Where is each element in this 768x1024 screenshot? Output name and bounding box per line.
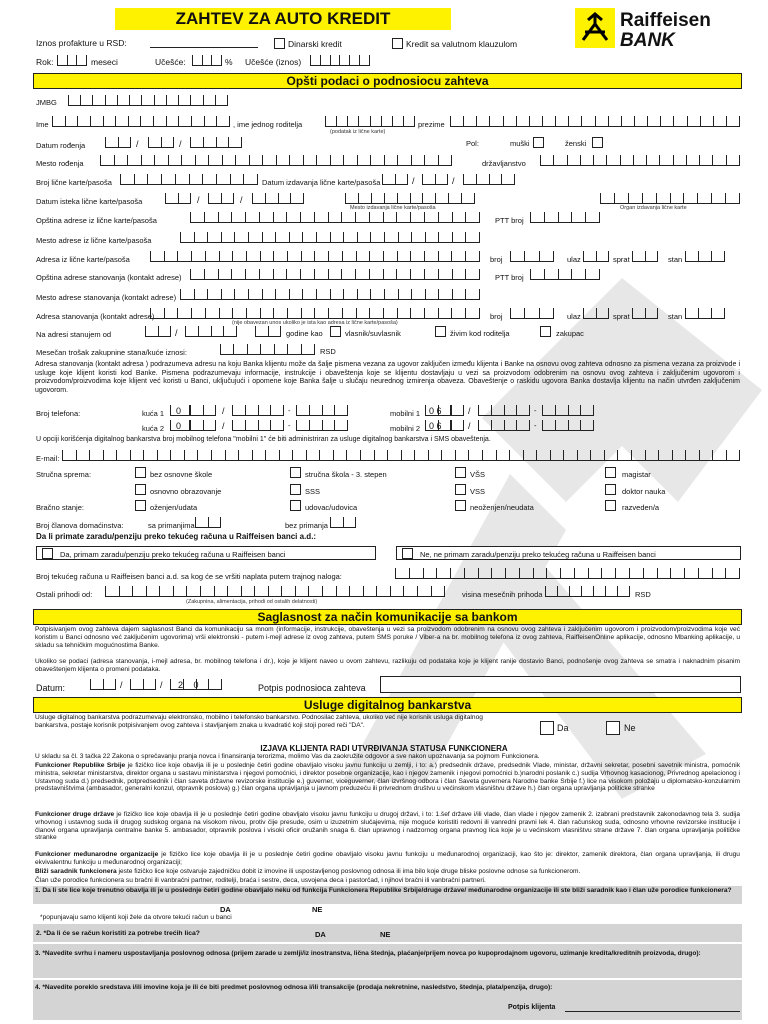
sss-checkbox[interactable]	[290, 484, 301, 495]
digital-da-label: Da	[557, 723, 569, 733]
prezime-input[interactable]	[450, 116, 740, 127]
broj-lk-adr-input[interactable]	[510, 251, 554, 262]
drzavljanstvo-input[interactable]	[540, 155, 740, 166]
sa-primanjima-input[interactable]	[195, 517, 221, 528]
racun-input[interactable]	[395, 568, 740, 579]
bez-skole-checkbox[interactable]	[135, 467, 146, 478]
izjava-title: IZJAVA KLIJENTA RADI UTVRĐIVANJA STATUSA FUNKCIONERA	[260, 744, 508, 753]
digital-da-checkbox[interactable]	[540, 721, 554, 735]
sprat-lk-label: sprat	[613, 255, 630, 264]
valutni-label: Kredit sa valutnom klauzulom	[406, 39, 518, 49]
ulaz-st-label: ulaz	[567, 312, 581, 321]
digital-ne-label: Ne	[624, 723, 636, 733]
mesto-rodjenja-input[interactable]	[100, 155, 452, 166]
trosak-label: Mesečan trošak zakupnine stana/kuće iznosi:	[36, 348, 187, 357]
mobilni1-broj-a[interactable]	[478, 405, 530, 416]
q1-note: *popunjavaju samo klijenti koji žele da otvore tekući račun u banci	[40, 914, 232, 921]
osnovno-checkbox[interactable]	[135, 484, 146, 495]
broj-st-label: broj	[490, 312, 503, 321]
kuca1-prefix-2[interactable]	[190, 405, 216, 416]
udovac-label: udovac/udovica	[305, 503, 358, 512]
kontakt-adresa-text: Adresa stanovanja (kontakt adresa ) podrazumeva adresu na koju Banka klijentu može da šalje pismena vezana za ugovor zaključen između klijenta i Banke na osnovu ovog zahteva odnosno za pismena vezana za proizvode i usluge koje klijent koristi kod Banke. Pismena podrazumevaju informacije, instrukcije i obaveštenja koje se klijentu dostavljaju u vezi sa proizvodom odobrenim na osnovu ovog zahteva i zaključenim ugovorom i proizvodom/proizvodima koje klijent već koristi u Banci, uključujući i opomene koje Banka šalje u slučaju neurednog izmirenja obaveza. Obaveštenje o raskidu ugovora Banka dostavlja klijentu na način utvrđen zaključenim ugovorom.	[35, 361, 740, 394]
digital-ne-checkbox[interactable]	[606, 721, 620, 735]
muski-label: muški	[510, 139, 530, 148]
adresa-st-label: Adresa stanovanja (kontakt adrese)	[36, 312, 155, 321]
neozenjen-label: neoženjen/neudata	[470, 503, 534, 512]
strucna-label: Stručna sprema:	[36, 470, 92, 479]
sprat-st-label: sprat	[613, 312, 630, 321]
q1-ne[interactable]: NE	[312, 905, 323, 914]
opstina-st-label: Opština adrese stanovanja (kontakt adrese)	[36, 273, 182, 282]
dinarski-checkbox[interactable]	[274, 38, 285, 49]
ozenjen-checkbox[interactable]	[135, 500, 146, 511]
ucesce-label: Učešće:	[155, 57, 186, 67]
broj-lk-label: Broj lične karte/pasoša	[36, 178, 112, 187]
iznos-label: Iznos profakture u RSD:	[36, 38, 127, 48]
ime-roditelja-input[interactable]	[325, 116, 415, 127]
na-adresi-godina[interactable]	[185, 326, 237, 337]
ne-prima-label: Ne, ne primam zaradu/penziju preko tekućeg računa u Raiffeisen banci	[420, 550, 656, 559]
datum-ist-mesec[interactable]	[208, 193, 234, 204]
mesto-lk-label: Mesto adrese iz lične karte/pasoša	[36, 236, 152, 245]
valutni-checkbox[interactable]	[392, 38, 403, 49]
kuca1-broj-a[interactable]	[232, 405, 284, 416]
section-opsti-podaci: Opšti podaci o podnosiocu zahteva	[33, 73, 742, 89]
zivim-checkbox[interactable]	[435, 326, 446, 337]
datum-izd-godina[interactable]	[463, 174, 515, 185]
organ-note: Organ izdavanja lične karte	[620, 205, 687, 211]
q2-text: 2. *Da li će se račun koristiti za potrebe trećih lica?	[36, 930, 200, 937]
nije-obavezan-note: (nije obavezan unos ukoliko je ista kao adresa iz lične karte/pasoša)	[232, 320, 398, 326]
razveden-label: razveden/a	[622, 503, 660, 512]
razveden-checkbox[interactable]	[605, 500, 616, 511]
email-label: E-mail:	[36, 454, 60, 463]
iznos-input[interactable]	[150, 47, 258, 48]
q4-text: 4. *Navedite poreklo sredstava i/ili imovine koja je ili će biti predmet poslovnog odnosa i/ili transakcije (prodaja nekretnine, nasledstvo, štednja, plata/penzija, drugo):	[35, 984, 553, 991]
mesto-st-label: Mesto adrese stanovanja (kontakt adrese)	[36, 293, 177, 302]
izjava-funkcioner-rs: Funkcioner Republike Srbije je fizičko lice koje obavlja ili je u poslednje četiri godine obavljalo visoku javnu funkciju u zemlji, i to: a.) predsednik države, predsednik Vlade, ministar, državni sekretar, posebni savetnik ministra, pomoćnik ministra, sekretar ministarstva, direktor organa u sastavu ministarstva i njegovi pomoćnici, i direktor posebne organizacije, kao i njegov zamenik i njegovi pomoćnici b.)narodni poslanik c.) sudija Vrhovnog kasacionog, Privrednog apelacionog i Ustavnog suda d.) predsednik, potpredsednik i član saveta državne revizorske institucije e.) guverner, viceguverner, član izvršnog odbora i član Saveta guvernera Narodne banke Srbije f.) lice na visokom položaju u diplomatsko-konzularnim predstavništvima (ambasador, generalni konzul, otpravnik poslova) g.) član organa upravljanja u javnom preduzeću ili privrednom društvu u većinskom vlasništvu države h.) član organa upravljanja politicke stranke	[35, 762, 740, 793]
rok-input[interactable]	[57, 55, 87, 66]
bank-subname: BANK	[620, 30, 675, 51]
ss3-label: stručna škola - 3. stepen	[305, 470, 387, 479]
osnovno-label: osnovno obrazovanje	[150, 487, 222, 496]
stan-st-input[interactable]	[685, 308, 725, 319]
pct-label: %	[225, 57, 233, 67]
zenski-label: ženski	[565, 139, 587, 148]
datum-ist-dan[interactable]	[165, 193, 191, 204]
vss2-checkbox[interactable]	[455, 484, 466, 495]
vss-checkbox[interactable]	[455, 467, 466, 478]
izjava-funkcioner-druge: Funkcioner druge države je fizičko lice koje obavlja ili je u poslednje četiri godine obavljalo visoku javnu funkciju u drugoj državi, i to: 1.šef države i/ili vlade, član vlade i njegov zamenik 2. izabrani predstavnik zakonodavnog tela 3. sudija vrhovnog i ustavnog suda ili drugog sudskog organa na visokom nivou, protiv čije presude, osim u izuzetnim slučajevima, nije moguće koristiti redovni ili vanredni pravni lek 4. član računskog suda, odnosno vrhovne revizorske institucije i članovi organa upravljanja centralne banke 5. ambasador, otpravnik poslova i visoki oficir oružanih snaga 6. član upravnog i nadzornog organa pravnog lica koje je u većinskom vlasništvu strane države 7. član organa upravljanja političke stranke	[35, 811, 740, 842]
vlasnik-checkbox[interactable]	[330, 326, 341, 337]
ucesce-iznos-input[interactable]	[310, 55, 370, 66]
kuca2-broj-b[interactable]	[296, 420, 348, 431]
izjava-clan: Član uže porodice funkcionera su bračni ili vanbračni partner, roditelji, braća i sestre, deca, usvojena deca i pastorčad, i njihovi bračni ili vanbračni partneri.	[35, 877, 486, 884]
broj-lk-adr-label: broj	[490, 255, 503, 264]
muski-checkbox[interactable]	[533, 137, 544, 148]
year-prefix: 2 0	[178, 680, 203, 690]
ne-prima-checkbox[interactable]	[402, 548, 413, 559]
digital-text: Usluge digitalnog bankarstva podrazumevaju elektronsko, mobilno i telefonsko bankarstvo. Podnosilac zahteva, ukoliko već nije korisnik usluga digitalnog bankarstva, postaje korisnik potpisivanjem ovog zahteva i stavljanjem znaka u kvadratić koji stoji pored reči "DA".	[35, 714, 483, 729]
kuca2-prefix-2[interactable]	[190, 420, 216, 431]
ulaz-lk-label: ulaz	[567, 255, 581, 264]
saglasnost-text-1: Potpisivanjem ovog zahteva dajem saglasnost Banci da komunikaciju sa mnom (informacije, instrukcije, obaveštenja u vezi sa proizvodom odobrenim na osnovu ovog zahteva i zaključenim ugovorom i proizvodom/proizvodima koje već koristim u Banci odnosno već zaključenim ugovorima) vrši elektronski - putem i-mejl adrese iz ovog zahteva, putem SMS poruke / Viber-a na br. mobilnog telefona iz ovog zahteva, RaiffeisenOnline aplikacije, odnosno Mbanking aplikacije, u skladu sa tehničkim mogućnostima Banke.	[35, 626, 740, 649]
sag-datum-dan[interactable]	[90, 679, 116, 690]
doktor-label: doktor nauka	[622, 487, 666, 496]
sprat-lk-input[interactable]	[632, 251, 658, 262]
mobilni2-broj-a[interactable]	[478, 420, 530, 431]
izjava-funkcioner-medj: Funkcioner međunarodne organizacije je fizičko lice koje obavlja ili je u poslednje četiri godine obavljalo visoku javnu funkciju u međunarodnoj organizaciji, kao što je: direktor, zamenik direktora, član organa upravljanja, ili drugu ekvivalentnu funkciju u međunarodnoj organizaciji;	[35, 851, 740, 866]
broj-telefona-label: Broj telefona:	[36, 409, 81, 418]
bez-skole-label: bez osnovne škole	[150, 470, 213, 479]
q1-da[interactable]: DA	[220, 905, 231, 914]
zenski-checkbox[interactable]	[592, 137, 603, 148]
q1-text: 1. Da li ste lice koje trenutno obavlja ili je u poslednje četiri godine obavljalo neku od funkcija Funkcionera Republike Srbije/druge države/ međunarodne organizacije ili ste bliži saradnik kao i član uže porodice funkcionera?	[35, 887, 732, 894]
clanova-label: Broj članova domaćinstva:	[36, 521, 124, 530]
rsd-label: RSD	[320, 347, 336, 356]
mobilni2-prefix-3[interactable]	[451, 420, 464, 431]
visina-label: visina mesečnih prihoda	[462, 590, 543, 599]
email-input[interactable]	[62, 450, 740, 461]
sa-primanjima-label: sa primanjima	[148, 521, 195, 530]
zivim-label: živim kod roditelja	[450, 329, 510, 338]
q2-da[interactable]: DA	[315, 930, 326, 939]
ptt-st-label: PTT broj	[495, 273, 524, 282]
kuca2-label: kuća 2	[142, 424, 165, 433]
section-saglasnost: Saglasnost za način komunikacije sa bankom	[33, 609, 742, 625]
datum-rodjenja-label: Datum rođenja	[36, 141, 86, 150]
udovac-checkbox[interactable]	[290, 500, 301, 511]
vlasnik-label: vlasnik/suvlasnik	[345, 329, 401, 338]
racun-label: Broj tekućeg računa u Raiffeisen banci a.d. sa kog će se vršiti naplata putem trajnog naloga:	[36, 572, 342, 581]
mesto-izdavanja-input[interactable]	[345, 193, 475, 204]
ucesce-iznos-label: Učešće (iznos)	[245, 57, 302, 67]
section-digitalno: Usluge digitalnog bankarstva	[33, 697, 742, 713]
prima-question: Da li primate zaradu/penziju preko tekućeg računa u Raiffeisen banci a.d.:	[36, 532, 317, 541]
stan-lk-input[interactable]	[685, 251, 725, 262]
saglasnost-text-2: Ukoliko se podaci (adresa stanovanja, i-mejl adresa, br. mobilnog telefona i dr.), koje je klijent naveo u ovom zahtevu, razlikuju od podataka koje je klijent ranije dostavio Banci, podnošenje ovog zahteva se smatra i naknadnim pisanim obaveštenjem klijenta o promeni podataka.	[35, 658, 740, 673]
potpis-klijenta-label: Potpis klijenta	[508, 1004, 556, 1011]
ulaz-st-input[interactable]	[583, 308, 609, 319]
bez-primanja-label: bez primanja	[285, 521, 328, 530]
ostali-label: Ostali prihodi od:	[36, 590, 93, 599]
visina-rsd-label: RSD	[635, 590, 651, 599]
kuca1-label: kuća 1	[142, 409, 165, 418]
sss-label: SSS	[305, 487, 321, 496]
kuca2-broj-a[interactable]	[232, 420, 284, 431]
prezime-label: prezime	[418, 120, 445, 129]
ptt-label: PTT broj	[495, 216, 524, 225]
ptt-lk-input[interactable]	[530, 212, 600, 223]
adresa-st-input[interactable]	[150, 308, 480, 319]
mesto-izdavanja-note: Mesto izdavanja lične karte/pasoša	[350, 205, 436, 211]
rok-label: Rok:	[36, 57, 54, 67]
magistar-label: magistar	[622, 470, 651, 479]
raiffeisen-logo-icon	[575, 8, 615, 48]
vss2-label: VSS	[470, 487, 486, 496]
zakupac-checkbox[interactable]	[540, 326, 551, 337]
datum-izd-mesec[interactable]	[422, 174, 448, 185]
mesto-st-input[interactable]	[180, 289, 480, 300]
magistar-checkbox[interactable]	[605, 467, 616, 478]
datum-rodj-godina[interactable]	[190, 137, 242, 148]
mobilni1-label: mobilni 1	[390, 409, 421, 418]
dinarski-label: Dinarski kredit	[288, 39, 342, 49]
broj-st-input[interactable]	[510, 308, 554, 319]
ostali-input[interactable]	[105, 586, 445, 597]
da-prima-checkbox[interactable]	[42, 548, 53, 559]
datum-rodj-dan[interactable]	[105, 137, 131, 148]
potpis-field[interactable]	[380, 676, 741, 693]
q3-text: 3. *Navedite svrhu i nameru uspostavljanja poslovnog odnosa (prijem zarade u zemlji/iz inostranstva, lična štednja, plaćanje/prijem novca po kupoprodajnom ugovoru, uzimanje kredita/kreditnih proizvoda, drugo):	[35, 950, 701, 957]
potpis-klijenta-field[interactable]	[565, 1011, 740, 1012]
drzavljanstvo-label: državljanstvo	[482, 159, 526, 168]
bez-primanja-input[interactable]	[330, 517, 356, 528]
vss-label: VŠS	[470, 470, 486, 479]
godine-input[interactable]	[255, 326, 281, 337]
mobilni1-broj-b[interactable]	[542, 405, 594, 416]
opcija-text: U opciji korišćenja digitalnog bankarstva broj mobilnog telefona "mobilni 1" će biti administriran za usluge digitalnog bankarstva i SMS obaveštenja.	[36, 436, 491, 443]
da-prima-label: Da, primam zaradu/penziju preko tekućeg računa u Raiffeisen banci	[60, 550, 286, 559]
mobilni2-broj-b[interactable]	[542, 420, 594, 431]
izjava-intro: U skladu sa čl. 3 tačka 22 Zakona o sprečavanju pranja novca i finansiranja terorizma, molimo Vas da zaokružite odgovor a sve nakon upoznavanja sa pojmom Funkcionera.	[35, 753, 540, 760]
doktor-checkbox[interactable]	[605, 484, 616, 495]
datum-izd-dan[interactable]	[382, 174, 408, 185]
datum-isteka-label: Datum isteka lične karte/pasoša	[36, 197, 143, 206]
na-adresi-mesec[interactable]	[145, 326, 171, 337]
q2-ne[interactable]: NE	[380, 930, 391, 939]
zakupnina-note: (Zakupnina, alimentacija, prihodi od ostalih delatnosti)	[186, 599, 318, 605]
mobilni1-prefix-3[interactable]	[451, 405, 464, 416]
bank-name: Raiffeisen	[620, 10, 711, 31]
ptt-st-input[interactable]	[530, 269, 600, 280]
opstina-st-input[interactable]	[190, 269, 480, 280]
podatak-note: (podatak iz lične karte)	[330, 129, 386, 135]
na-adresi-label: Na adresi stanujem od	[36, 330, 112, 339]
opstina-lk-label: Opština adrese iz lične karte/pasoša	[36, 216, 157, 225]
sprat-st-input[interactable]	[632, 308, 658, 319]
ime-roditelja-label: , ime jednog roditelja	[233, 120, 303, 129]
izjava-blizi: Bliži saradnik funkcionera jeste fizičko lice koje ostvaruje zajedničku dobit iz imovine ili uspostavljenog poslovnog odnosa ili ima bilo koje druge bliske poslovne odnose sa funkcionerom.	[35, 868, 581, 875]
jmbg-label: JMBG	[36, 98, 57, 107]
ozenjen-label: oženjen/udata	[150, 503, 198, 512]
ime-input[interactable]	[52, 116, 230, 127]
datum-label: Datum:	[36, 683, 66, 693]
potpis-label: Potpis podnosioca zahteva	[258, 683, 366, 693]
opstina-lk-input[interactable]	[190, 212, 480, 223]
broj-lk-input[interactable]	[120, 174, 258, 185]
pol-label: Pol:	[466, 139, 479, 148]
ucesce-pct-input[interactable]	[192, 55, 222, 66]
stan-lk-label: stan	[668, 255, 683, 264]
datum-ist-godina[interactable]	[252, 193, 304, 204]
datum-rodj-mesec[interactable]	[148, 137, 174, 148]
ime-label: Ime	[36, 120, 49, 129]
mesto-rodjenja-label: Mesto rođenja	[36, 159, 84, 168]
mesto-lk-input[interactable]	[180, 232, 480, 243]
organ-izdavanja-input[interactable]	[600, 193, 740, 204]
form-title: ZAHTEV ZA AUTO KREDIT	[115, 8, 451, 30]
ulaz-lk-input[interactable]	[583, 251, 609, 262]
sag-datum-mesec[interactable]	[130, 679, 156, 690]
zakupac-label: zakupac	[556, 329, 584, 338]
godine-kao-label: godine kao	[286, 329, 323, 338]
adresa-lk-label: Adresa iz lične karte/pasoša	[36, 255, 130, 264]
neozenjen-checkbox[interactable]	[455, 500, 466, 511]
visina-input[interactable]	[545, 586, 630, 597]
adresa-lk-input[interactable]	[150, 251, 480, 262]
stan-st-label: stan	[668, 312, 683, 321]
mobilni2-label: mobilni 2	[390, 424, 421, 433]
jmbg-input[interactable]	[68, 95, 228, 106]
bracno-label: Bračno stanje:	[36, 503, 84, 512]
trosak-input[interactable]	[220, 344, 315, 355]
datum-izdavanja-label: Datum izdavanja lične karte/pasoša	[262, 178, 381, 187]
kuca1-broj-b[interactable]	[296, 405, 348, 416]
ss3-checkbox[interactable]	[290, 467, 301, 478]
meseci-label: meseci	[91, 57, 118, 67]
